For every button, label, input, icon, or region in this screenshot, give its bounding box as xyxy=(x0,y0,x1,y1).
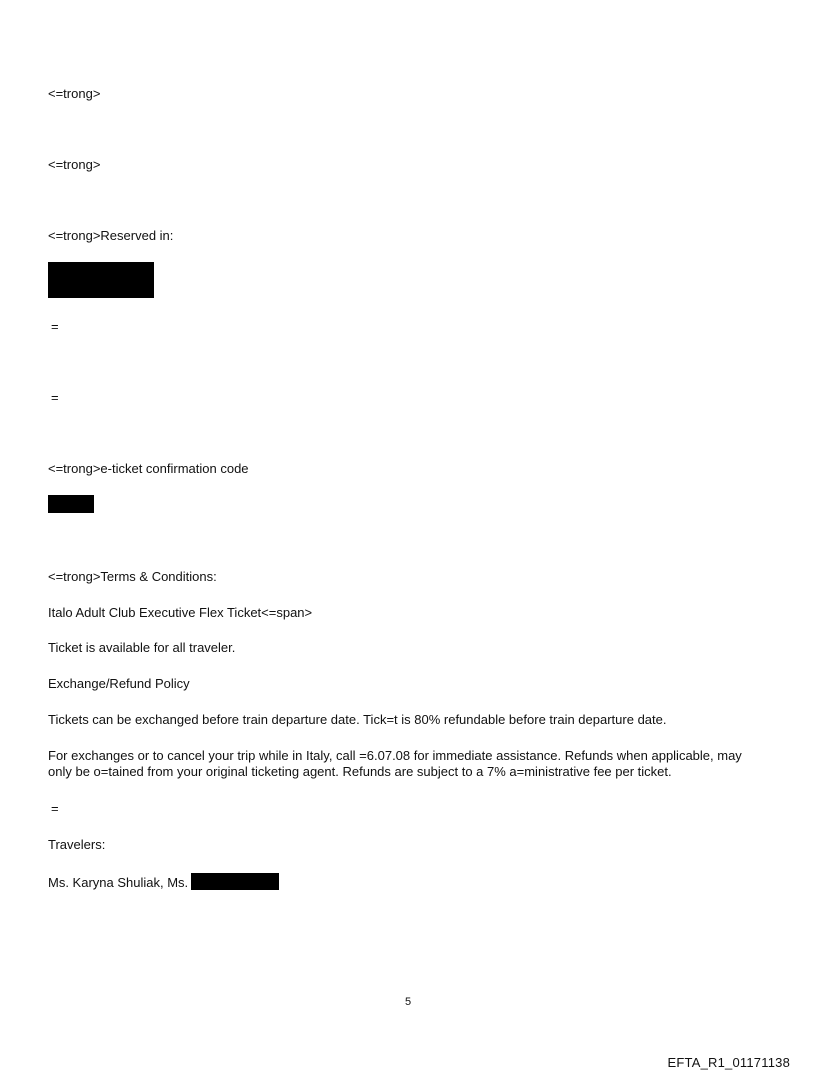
travelers-names: Ms. Karyna Shuliak, Ms. xyxy=(48,875,189,890)
ticket-availability: Ticket is available for all traveler. xyxy=(48,640,236,655)
eticket-label: <=trong>e-ticket confirmation code xyxy=(48,461,249,476)
equals-line-2: = xyxy=(51,390,59,405)
policy-heading: Exchange/Refund Policy xyxy=(48,676,190,691)
redaction-block-traveler xyxy=(191,873,279,890)
document-id: EFTA_R1_01171138 xyxy=(667,1055,790,1070)
reserved-in-label: <=trong>Reserved in: xyxy=(48,228,174,243)
equals-line-3: = xyxy=(51,801,59,816)
equals-line-1: = xyxy=(51,319,59,334)
strong-tag-line-2: <=trong> xyxy=(48,157,101,172)
redaction-block-confirmation-code xyxy=(48,495,94,513)
travelers-row xyxy=(48,873,279,891)
redaction-block-reserved xyxy=(48,262,154,298)
travelers-label: Travelers: xyxy=(48,837,106,852)
terms-heading: <=trong>Terms & Conditions: xyxy=(48,569,217,584)
page-number: 5 xyxy=(404,996,412,1008)
exchange-text: Tickets can be exchanged before train departure date. Tick=t is 80% refundable before train departure date. xyxy=(48,712,667,727)
cancel-refund-text: For exchanges or to cancel your trip while in Italy, call =6.07.08 for immediate assistance. Refunds when applicable, may only be o=tained from your original ticketing agent. Refunds are subject to a 7% a=ministrative fee per ticket. xyxy=(48,748,742,779)
ticket-name: Italo Adult Club Executive Flex Ticket<=span> xyxy=(48,605,313,620)
strong-tag-line-1: <=trong> xyxy=(48,86,101,101)
